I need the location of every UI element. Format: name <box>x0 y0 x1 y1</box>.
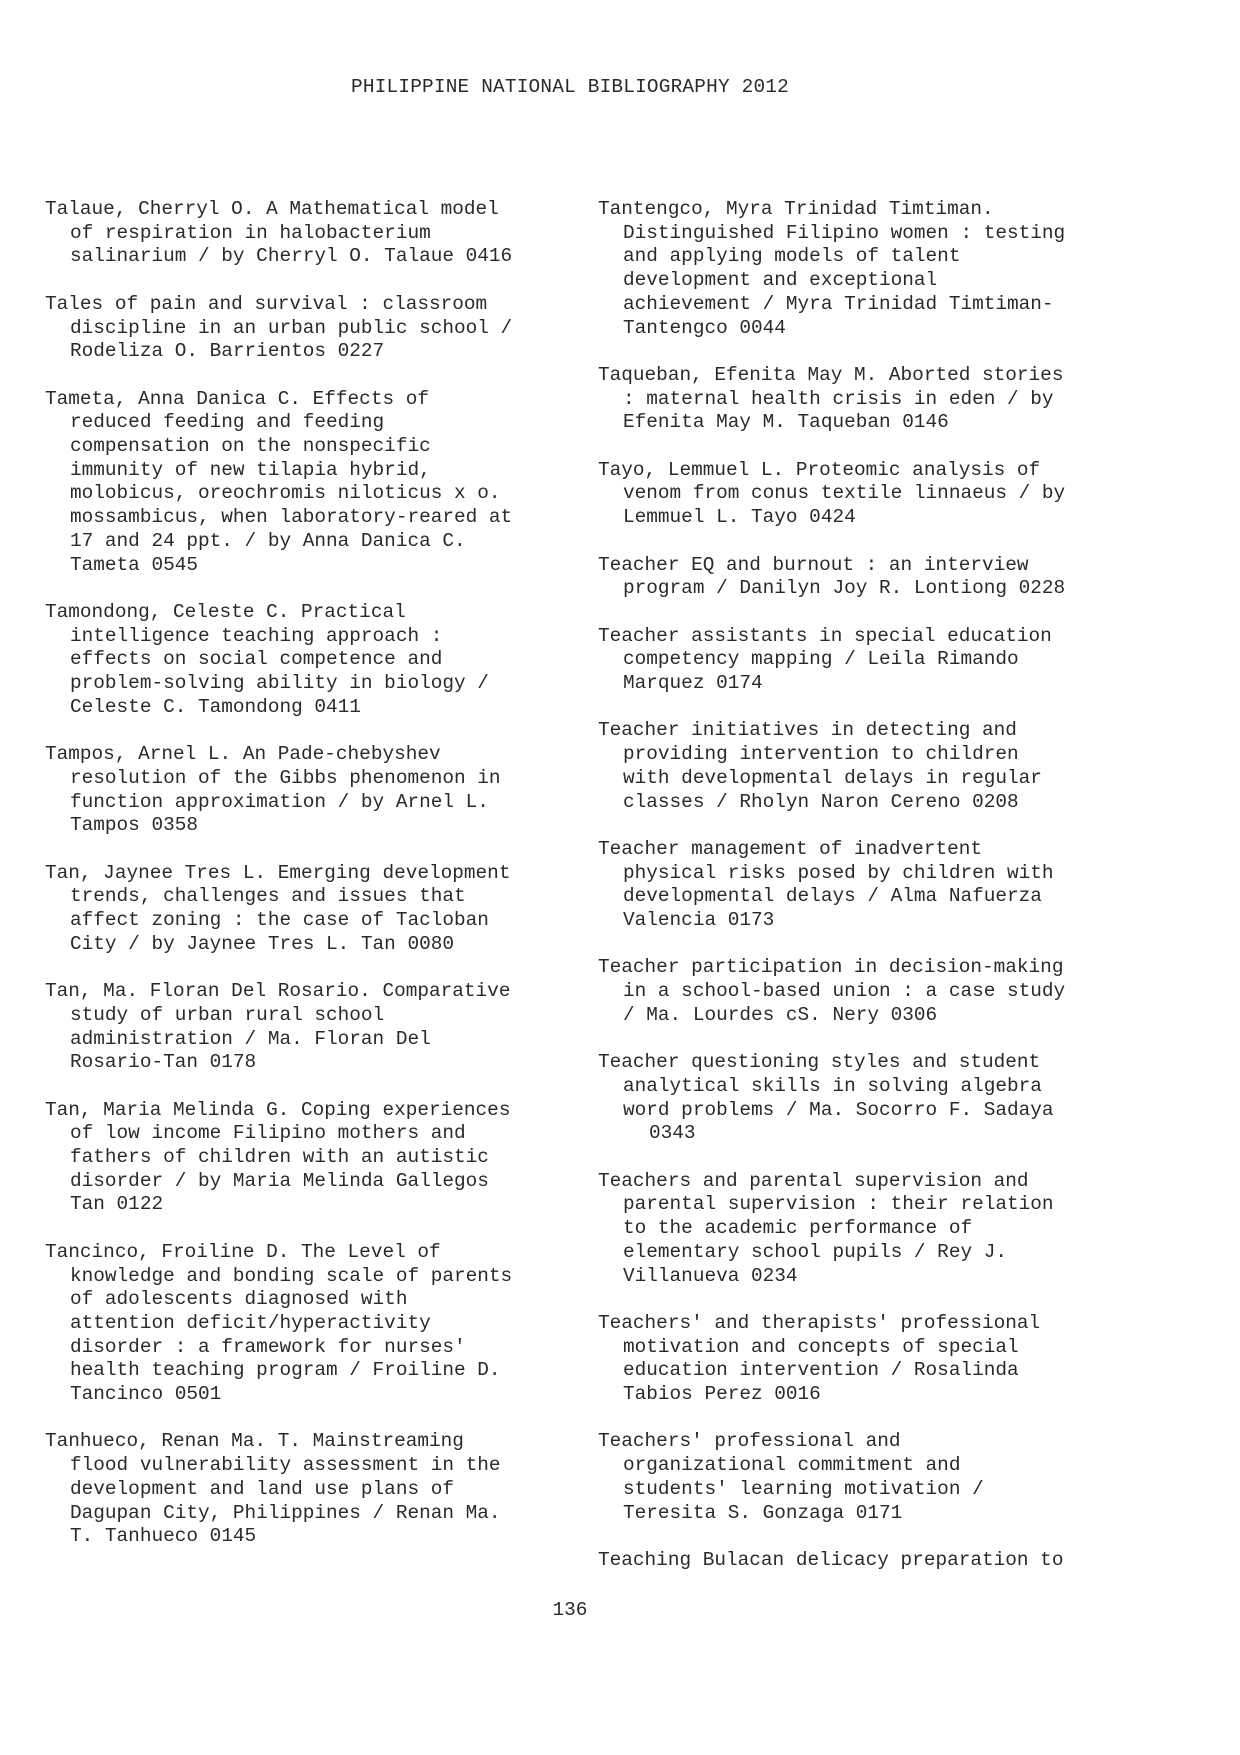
entry-line: Rosario-Tan 0178 <box>70 1051 257 1074</box>
entry-line: Teachers' and therapists' professional <box>598 1311 1041 1334</box>
entry-line: Tantengco 0044 <box>623 316 786 339</box>
entry-line: Teresita S. Gonzaga 0171 <box>623 1501 903 1524</box>
entry-line: development and exceptional <box>623 269 938 292</box>
entry-line: Tales of pain and survival : classroom <box>45 292 488 315</box>
entry-line: classes / Rholyn Naron Cereno 0208 <box>623 790 1019 813</box>
entry-line: Tan, Jaynee Tres L. Emerging development <box>45 861 511 884</box>
entry-line: discipline in an urban public school / <box>70 316 513 339</box>
entry-line: Tantengco, Myra Trinidad Timtiman. <box>598 198 994 220</box>
entry-line: Tan, Ma. Floran Del Rosario. Comparative <box>45 980 511 1003</box>
entry-line: development and land use plans of <box>70 1477 454 1500</box>
entry-line: Tayo, Lemmuel L. Proteomic analysis of <box>598 458 1041 481</box>
entry-line: to the academic performance of <box>623 1217 973 1240</box>
entry-line: City / by Jaynee Tres L. Tan 0080 <box>70 932 454 955</box>
entry-line: Distinguished Filipino women : testing <box>623 221 1066 244</box>
entry-line: Teacher EQ and burnout : an interview <box>598 553 1029 576</box>
entry-line: trends, challenges and issues that <box>70 885 466 908</box>
entry-line: molobicus, oreochromis niloticus x o. <box>70 482 501 505</box>
entry-line: parental supervision : their relation <box>623 1193 1054 1216</box>
entry-line: Teachers and parental supervision and <box>598 1169 1029 1192</box>
entry-line: T. Tanhueco 0145 <box>70 1525 257 1548</box>
entry-line: Tanhueco, Renan Ma. T. Mainstreaming <box>45 1430 464 1453</box>
bibliography-entry <box>598 1430 1138 1525</box>
entry-line: developmental delays / Alma Nafuerza <box>623 885 1042 908</box>
entry-line: Taqueban, Efenita May M. Aborted stories <box>598 363 1064 386</box>
right-column <box>598 198 1138 1596</box>
entry-line: administration / Ma. Floran Del <box>70 1027 431 1050</box>
entry-line: immunity of new tilapia hybrid, <box>70 458 431 481</box>
entry-line: providing intervention to children <box>623 743 1019 766</box>
entry-line: compensation on the nonspecific <box>70 435 431 457</box>
entry-line: fathers of children with an autistic <box>70 1146 489 1169</box>
entry-line: achievement / Myra Trinidad Timtiman- <box>623 292 1054 315</box>
entry-line: Tan 0122 <box>70 1193 164 1216</box>
bibliography-entry <box>598 1170 1138 1289</box>
bibliography-entry <box>45 293 585 364</box>
entry-line: venom from conus textile linnaeus / by <box>623 482 1066 505</box>
entry-line: and applying models of talent <box>623 245 961 268</box>
entry-line: of low income Filipino mothers and <box>70 1122 466 1145</box>
page-header: PHILIPPINE NATIONAL BIBLIOGRAPHY 2012 <box>351 76 789 98</box>
entry-line: education intervention / Rosalinda <box>623 1359 1019 1382</box>
entry-line: Tampos 0358 <box>70 814 198 837</box>
entry-line: : maternal health crisis in eden / by <box>623 387 1054 410</box>
bibliography-entry <box>45 601 585 720</box>
entry-line: Tabios Perez 0016 <box>623 1383 821 1405</box>
bibliography-entry <box>45 198 585 269</box>
left-column <box>45 198 585 1573</box>
entry-line: disorder / by Maria Melinda Gallegos <box>70 1169 489 1192</box>
entry-line: elementary school pupils / Rey J. <box>623 1240 1007 1263</box>
entry-line: in a school-based union : a case study <box>623 980 1066 1003</box>
entry-line: Rodeliza O. Barrientos 0227 <box>70 340 385 363</box>
entry-line: Villanueva 0234 <box>623 1264 798 1287</box>
entry-line: Dagupan City, Philippines / Renan Ma. <box>70 1501 501 1524</box>
bibliography-entry <box>598 956 1138 1027</box>
entry-line: organizational commitment and <box>623 1454 961 1477</box>
entry-line: Tancinco, Froiline D. The Level of <box>45 1240 441 1263</box>
entry-line: Valencia 0173 <box>623 909 775 931</box>
entry-line: Celeste C. Tamondong 0411 <box>70 695 361 718</box>
entry-line: Teacher questioning styles and student <box>598 1051 1041 1074</box>
entry-line: disorder : a framework for nurses' <box>70 1335 466 1358</box>
bibliography-entry <box>45 980 585 1075</box>
entry-line: / Ma. Lourdes cS. Nery 0306 <box>623 1003 938 1026</box>
entry-line: mossambicus, when laboratory-reared at <box>70 506 513 529</box>
bibliography-entry <box>45 862 585 957</box>
bibliography-entry <box>598 364 1138 435</box>
entry-line: Lemmuel L. Tayo 0424 <box>623 506 856 529</box>
entry-line: Tancinco 0501 <box>70 1383 222 1406</box>
entry-line: students' learning motivation / <box>623 1477 984 1500</box>
bibliography-entry <box>598 459 1138 530</box>
entry-line: Tan, Maria Melinda G. Coping experiences <box>45 1098 511 1121</box>
entry-line: knowledge and bonding scale of parents <box>70 1264 513 1287</box>
page-number: 136 <box>552 1599 588 1621</box>
bibliography-entry <box>598 719 1138 814</box>
entry-line: with developmental delays in regular <box>623 766 1042 789</box>
entry-line: program / Danilyn Joy R. Lontiong 0228 <box>623 577 1066 600</box>
entry-line: Efenita May M. Taqueban 0146 <box>623 411 949 434</box>
bibliography-entry <box>598 554 1138 601</box>
entry-line: Teacher assistants in special education <box>598 624 1052 647</box>
entry-line: effects on social competence and <box>70 648 443 671</box>
entry-line: physical risks posed by children with <box>623 861 1054 884</box>
entry-line: problem-solving ability in biology / <box>70 672 489 695</box>
bibliography-entry <box>45 743 585 838</box>
entry-line: Teacher initiatives in detecting and <box>598 719 1017 742</box>
entry-line: function approximation / by Arnel L. <box>70 790 489 813</box>
entry-line: Marquez 0174 <box>623 672 763 694</box>
bibliography-entry <box>598 1549 1138 1573</box>
bibliography-entry <box>598 1051 1138 1146</box>
entry-line: Tampos, Arnel L. An Pade-chebyshev <box>45 743 441 766</box>
entry-line: 0343 <box>649 1122 696 1145</box>
entry-line: affect zoning : the case of Tacloban <box>70 909 489 932</box>
entry-line: Tamondong, Celeste C. Practical <box>45 600 406 623</box>
bibliography-entry <box>598 838 1138 933</box>
entry-line: intelligence teaching approach : <box>70 624 443 647</box>
entry-line: Teaching Bulacan delicacy preparation to <box>598 1548 1064 1571</box>
bibliography-entry <box>45 388 585 578</box>
entry-line: reduced feeding and feeding <box>70 411 385 434</box>
entry-line: attention deficit/hyperactivity <box>70 1311 431 1334</box>
entry-line: Tameta, Anna Danica C. Effects of <box>45 387 429 410</box>
bibliography-entry <box>45 1099 585 1218</box>
entry-line: Teachers' professional and <box>598 1430 901 1453</box>
entry-line: analytical skills in solving algebra <box>623 1074 1042 1097</box>
entry-line: salinarium / by Cherryl O. Talaue 0416 <box>70 245 513 268</box>
bibliography-entry <box>45 1241 585 1407</box>
entry-line: health teaching program / Froiline D. <box>70 1359 501 1382</box>
entry-line: of respiration in halobacterium <box>70 221 431 244</box>
entry-line: of adolescents diagnosed with <box>70 1288 408 1311</box>
bibliography-entry <box>598 625 1138 696</box>
bibliography-entry <box>598 1312 1138 1407</box>
bibliography-entry <box>598 198 1138 340</box>
entry-line: flood vulnerability assessment in the <box>70 1454 501 1477</box>
entry-line: Teacher management of inadvertent <box>598 837 982 860</box>
bibliography-entry <box>45 1430 585 1549</box>
entry-line: Talaue, Cherryl O. A Mathematical model <box>45 198 499 220</box>
entry-line: Teacher participation in decision-making <box>598 956 1064 979</box>
entry-line: Tameta 0545 <box>70 553 198 576</box>
entry-line: resolution of the Gibbs phenomenon in <box>70 766 501 789</box>
entry-line: motivation and concepts of special <box>623 1335 1019 1358</box>
entry-line: competency mapping / Leila Rimando <box>623 648 1019 671</box>
entry-line: word problems / Ma. Socorro F. Sadaya <box>623 1098 1054 1121</box>
entry-line: study of urban rural school <box>70 1003 385 1026</box>
entry-line: 17 and 24 ppt. / by Anna Danica C. <box>70 529 466 552</box>
